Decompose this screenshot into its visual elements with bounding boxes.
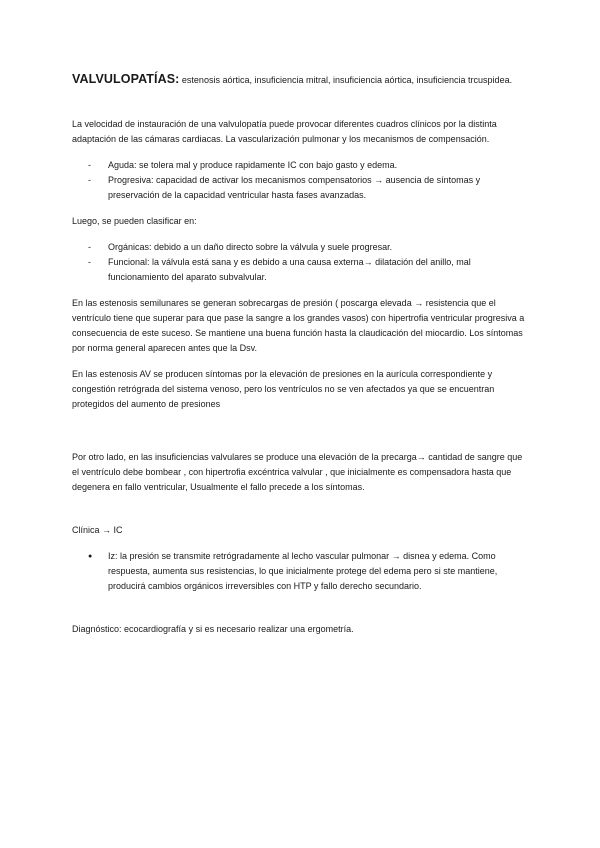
intro-paragraph: La velocidad de instauración de una valvulopatía puede provocar diferentes cuadros clínicos por la distinta adaptación de las cámaras cardiacas. La vascularización pulmonar y los mecanismos de compensación.	[72, 119, 497, 144]
list-item: ● Iz: la presión se transmite retrógradamente al lecho vascular pulmonar → disnea y edema. Como respuesta, aumenta sus resistencias, lo que inicialmente protege del edema pero si ste mantiene, producirá cambios orgánicos irreversibles con HTP y fallo derecho secundario.	[72, 549, 530, 594]
insufficiency-paragraph: Por otro lado, en las insuficiencias valvulares se produce una elevación de la precarga→ cantidad de sangre que el ventrículo debe bombear , con hipertrofia excéntrica valvular , que inicialmente es compensadora hasta que degenera en fallo ventricular, Usualmente el fallo precede a los síntomas.	[72, 452, 523, 492]
list-item: - Orgánicas: debido a un daño directo sobre la válvula y suele progresar.	[72, 240, 530, 255]
classify-intro: Luego, se pueden clasificar en:	[72, 216, 197, 226]
list-item: - Progresiva: capacidad de activar los mecanismos compensatorios → ausencia de síntomas y preservación de la capacidad ventricular hasta fases avanzadas.	[72, 173, 530, 203]
clinic-list	[72, 549, 530, 594]
list-item: - Funcional: la válvula está sana y es debido a una causa externa→ dilatación del anillo, mal funcionamiento del aparato subvalvular.	[72, 255, 530, 285]
classification-list	[72, 240, 530, 285]
av-paragraph: En las estenosis AV se producen síntomas por la elevación de presiones en la aurícula correspondiente y congestión retrógrada del sistema venoso, pero los ventrículos no se ven afectados ya que se encuentran protegidos del aumento de presiones	[72, 369, 495, 409]
semilunar-paragraph: En las estenosis semilunares se generan sobrecargas de presión ( poscarga elevada → resistencia que el ventrículo tiene que superar para que pase la sangre a los grandes vasos) con hipertrofia ventricular progresiva a consecuencia de este suceso. Se mantiene una buena función hasta la claudicación del miocardio. Los síntomas por norma general aparecen antes que la Dsv.	[72, 298, 525, 353]
document-title	[72, 72, 530, 88]
onset-list	[72, 158, 530, 203]
title-subtitle: estenosis aórtica, insuficiencia mitral, insuficiencia aórtica, insuficiencia trcuspidea.	[179, 75, 513, 85]
diagnosis-paragraph: Diagnóstico: ecocardiografía y si es necesario realizar una ergometría.	[72, 624, 354, 634]
clinic-heading: Clínica → IC	[72, 525, 123, 535]
list-item: - Aguda: se tolera mal y produce rapidamente IC con bajo gasto y edema.	[72, 158, 530, 173]
title-heading: VALVULOPATÍAS:	[72, 72, 180, 86]
